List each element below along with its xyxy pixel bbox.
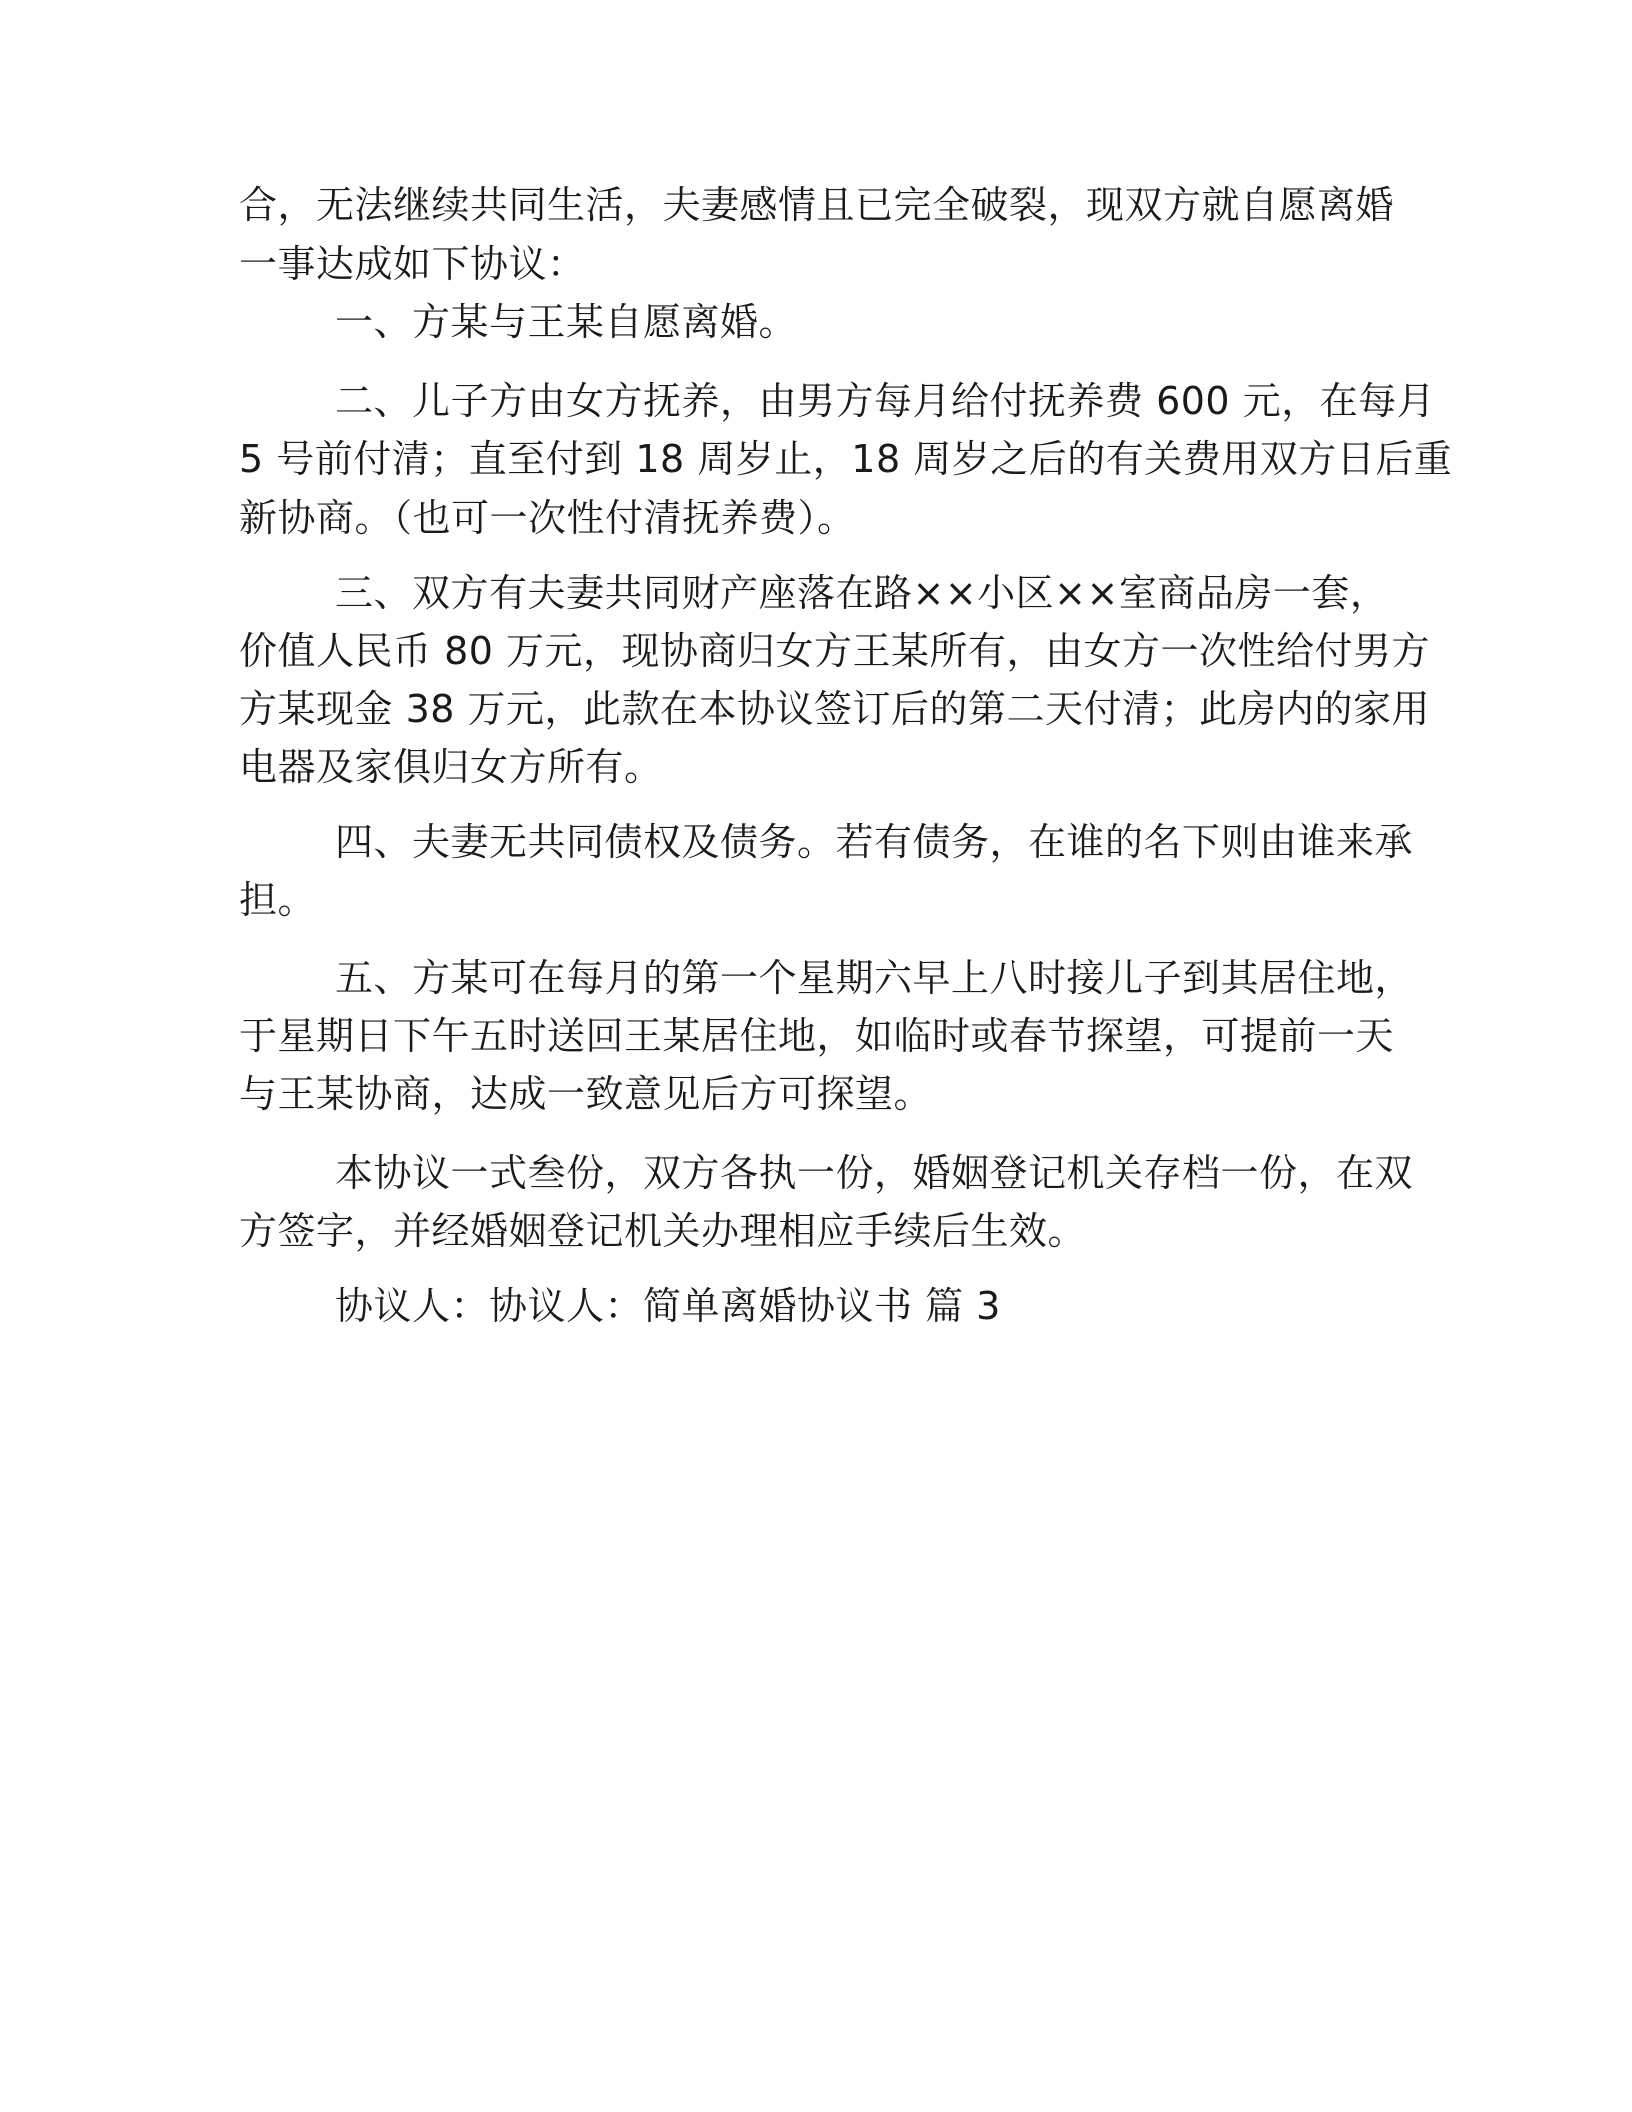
- clause-1: 一、方某与王某自愿离婚。: [335, 300, 798, 344]
- clause-5-line-3: 与王某协商，达成一致意见后方可探望。: [239, 1072, 933, 1116]
- clause-3-line-3: 方某现金 38 万元，此款在本协议签订后的第二天付清；此房内的家用: [239, 687, 1431, 731]
- closing-line-1: 本协议一式叁份，双方各执一份，婚姻登记机关存档一份，在双: [335, 1151, 1414, 1195]
- closing-line-2: 方签字，并经婚姻登记机关办理相应手续后生效。: [239, 1209, 1087, 1253]
- clause-2-line-1: 二、儿子方由女方抚养，由男方每月给付抚养费 600 元，在每月: [335, 379, 1436, 423]
- text-line-2: 一事达成如下协议：: [239, 242, 586, 286]
- clause-5-line-1: 五、方某可在每月的第一个星期六早上八时接儿子到其居住地，: [335, 956, 1414, 1000]
- clause-3-line-4: 电器及家俱归女方所有。: [239, 745, 663, 789]
- text-line-1: 合，无法继续共同生活，夫妻感情且已完全破裂，现双方就自愿离婚: [239, 183, 1395, 227]
- clause-2-line-2: 5 号前付清；直至付到 18 周岁止，18 周岁之后的有关费用双方日后重: [239, 437, 1453, 481]
- clause-5-line-2: 于星期日下午五时送回王某居住地，如临时或春节探望，可提前一天: [239, 1014, 1395, 1058]
- clause-4-line-1: 四、夫妻无共同债权及债务。若有债务，在谁的名下则由谁来承: [335, 820, 1414, 864]
- clause-3-line-1: 三、双方有夫妻共同财产座落在路××小区××室商品房一套，: [335, 571, 1389, 615]
- clause-3-line-2: 价值人民币 80 万元，现协商归女方王某所有，由女方一次性给付男方: [239, 629, 1431, 673]
- signatories-line: 协议人：协议人：简单离婚协议书 篇 3: [335, 1284, 1001, 1328]
- clause-4-line-2: 担。: [239, 878, 317, 922]
- clause-2-line-3: 新协商。（也可一次性付清抚养费）。: [239, 496, 856, 540]
